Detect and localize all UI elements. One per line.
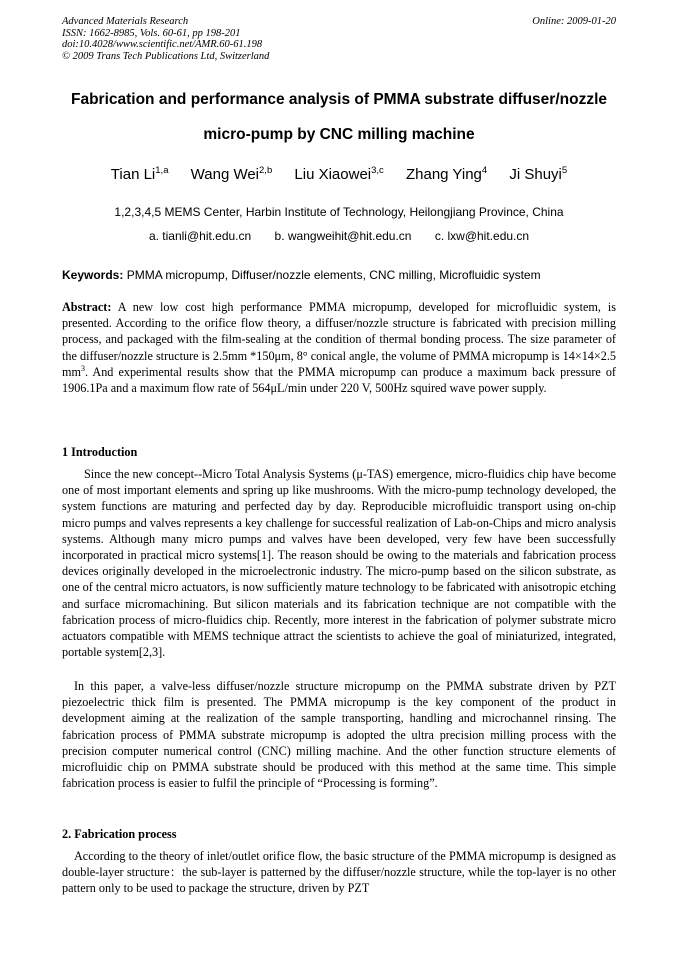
section-heading-fabrication: 2. Fabrication process <box>62 827 177 841</box>
keywords <box>62 268 618 282</box>
journal-name: Advanced Materials Research <box>62 16 189 27</box>
paper-title-line-1: Fabrication and performance analysis of PMMA substrate diffuser/nozzle <box>70 91 607 108</box>
email-list <box>40 229 638 243</box>
journal-doi: doi:10.4028/www.scientific.net/AMR.60-61.198 <box>62 39 263 50</box>
author: Tian Li$^{1,a}$ <box>110 165 169 183</box>
fabrication-paragraph-1: According to the theory of inlet/outlet orifice flow, the basic structure of the PMMA micropump is designed as double-layer structure：the sub-layer is patterned by the diffuser/nozzle structure, while the top-layer is no other pattern only to be used to package the structure, driven by PZT <box>62 849 616 896</box>
intro-paragraph-1: Since the new concept--Micro Total Analysis Systems (μ-TAS) emergence, micro-fluidics chip have become one of most important elements and spring up like mushrooms. With the micro-pump technology developed, the system functions are maturing and perfected day by day. Reproducible microfluidic transport using on-chip micro pumps and valves represents a key challenge for successful realization of Lab-on-Chips and micro analysis systems. Although many micro pumps and valves have been developed, very few have been successfully incorporated in practical micro systems[1]. The reason should be owing to the materials and fabrication process devices originally developed in the microelectronic industry. The micro-pump based on the silicon substrate, as one of the central micro actuators, is now sufficiently mature technology to be fabricated with anisotropic etching and surface micromachining. But silicon materials and its fabrication technique are not compatible with the fabrication process of micro-fluidics chip. Recently, more interest in the fabrication of polymer substrate micro actuators compatible with MEMS technique attract the scientists to achieve the goal of miniaturized, integrated, portable system[2,3]. <box>62 467 616 660</box>
abstract-label: Abstract: <box>62 300 112 314</box>
keywords-text: PMMA micropump, Diffuser/nozzle elements, CNC milling, Microfluidic system <box>126 268 541 282</box>
author-email[interactable]: a. tianli@hit.edu.cn <box>148 229 252 243</box>
paper-title-line-2: micro-pump by CNC milling machine <box>203 126 475 143</box>
author-list <box>40 165 638 183</box>
author: Liu Xiaowei$^{3,c}$ <box>294 165 384 183</box>
author: Zhang Ying$^4$ <box>405 165 488 183</box>
section-heading-introduction: 1 Introduction <box>62 445 138 459</box>
journal-copyright: © 2009 Trans Tech Publications Ltd, Switzerland <box>62 50 270 62</box>
abstract: Abstract: A new low cost high performance PMMA micropump, developed for microfluidic system, is presented. According to the orifice flow theory, a diffuser/nozzle structure is fabricated with precision milling process, and packaged with the film-sealing at the condition of thermal bonding process. The size parameter of the diffuser/nozzle structure is 2.5mm *150μm, 8° conical angle, the volume of PMMA micropump is 14×14×2.5 $mm^3$. And experimental results show that the PMMA micropump can produce a maximum back pressure of 1906.1Pa and a maximum flow rate of 564μL/min under 220 V, 500Hz squired wave power supply. <box>62 300 617 396</box>
author: Ji Shuyi$^5$ <box>509 165 568 183</box>
author: Wang Wei$^{2,b}$ <box>190 165 273 183</box>
affiliation: 1,2,3,4,5 MEMS Center, Harbin Institute of Technology, Heilongjiang Province, China <box>114 205 564 219</box>
keywords-label: Keywords: <box>62 268 124 282</box>
author-email[interactable]: b. wangweihit@hit.edu.cn <box>274 229 412 243</box>
author-email[interactable]: c. lxw@hit.edu.cn <box>434 229 530 243</box>
online-date: Online: 2009-01-20 <box>532 16 616 27</box>
intro-paragraph-2: In this paper, a valve-less diffuser/nozzle structure micropump on the PMMA substrate driven by PZT piezoelectric thick film is presented. The PMMA micropump is the key component of the product in development aiming at the realization of the sample transporting, handling and microchannel rinsing. The fabrication process of PMMA substrate micropump is adopted the ultra precision milling process with the precision computer numerical control (CNC) milling machine. And the other function structure elements of microfluidic chip on PMMA substrate should be produced with this method at the same time. This simple fabrication process is easier to fulfil the principle of “Processing is forming”. <box>62 679 616 791</box>
journal-header <box>62 16 616 62</box>
journal-issn: ISSN: 1662-8985, Vols. 60-61, pp 198-201 <box>62 27 241 39</box>
